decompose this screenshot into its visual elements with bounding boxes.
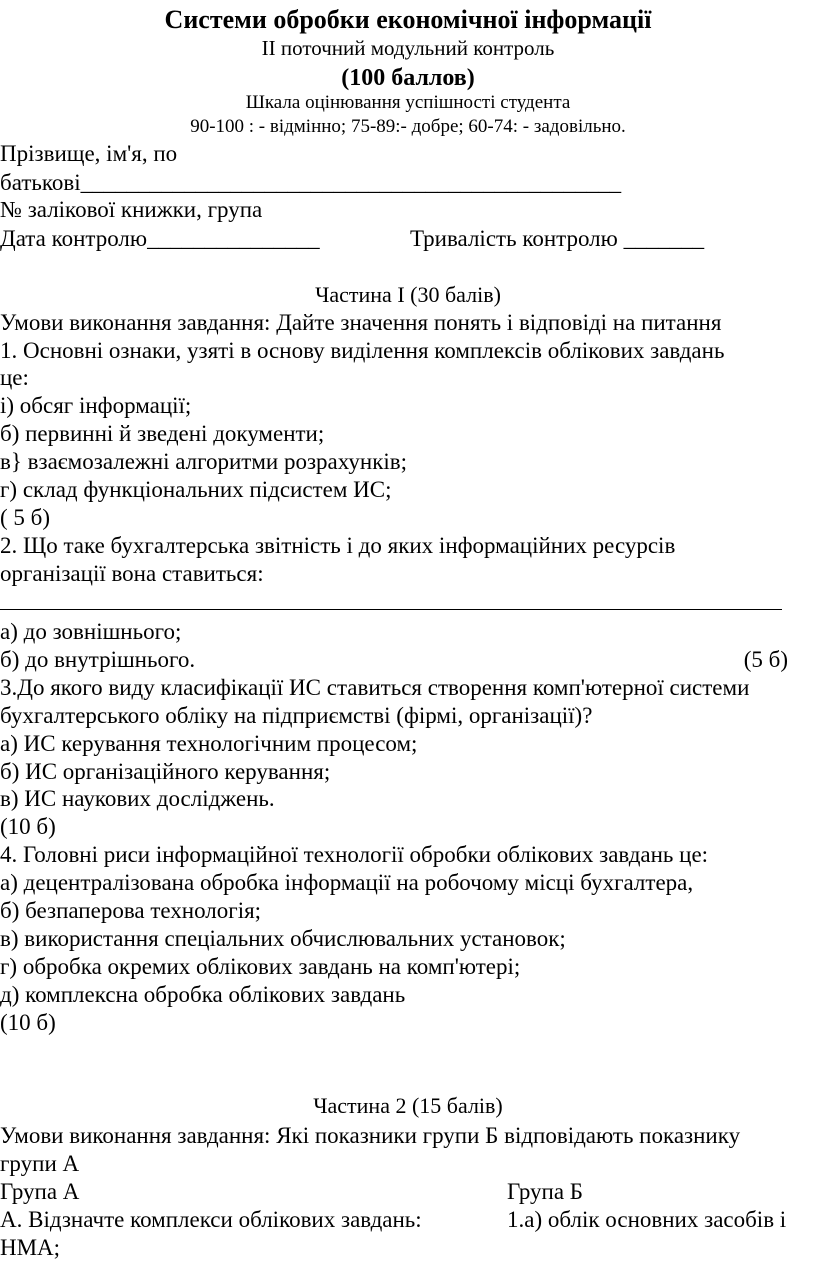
question-4-option-a: а) децентралізована обробка інформації на робочому місці бухгалтера, — [0, 870, 694, 895]
question-1-points: ( 5 б) — [0, 505, 51, 530]
answer-line — [0, 609, 782, 610]
group-b-item-1-cont: НМА; — [0, 1235, 61, 1260]
part2-conditions: Умови виконання завдання: Які показники групи Б відповідають показнику — [0, 1123, 741, 1148]
question-4-option-d: г) обробка окремих облікових завдань на комп'ютері; — [0, 954, 521, 979]
total-points: (100 баллов) — [341, 65, 475, 91]
part1-title: Частина І (30 балів) — [315, 282, 501, 307]
full-name-field: батькові_______________________________________________ — [0, 170, 622, 195]
question-4-text: 4. Головні риси інформаційної технології обробки облікових завдань це: — [0, 842, 709, 867]
question-2-option-b: б) до внутрішнього. — [0, 647, 196, 672]
question-4-option-e: д) комплексна обробка облікових завдань — [0, 982, 406, 1007]
question-3-text: 3.До якого виду класифікації ИС ставиться створення комп'ютерної системи — [0, 675, 750, 700]
document-subtitle: ІІ поточний модульний контроль — [261, 36, 555, 60]
control-date-field: Дата контролю_______________ — [0, 226, 320, 251]
part1-conditions: Умови виконання завдання: Дайте значення понять і відповіді на питання — [0, 310, 722, 335]
question-1-option-b: б) первинні й зведені документи; — [0, 421, 325, 446]
grading-scale-title: Шкала оцінювання успішності студента — [245, 92, 571, 113]
record-book-field: № залікової книжки, група — [0, 197, 263, 222]
group-b-item-1: 1.а) облік основних засобів і — [507, 1207, 787, 1232]
question-4-points: (10 б) — [0, 1010, 56, 1035]
document-title: Системи обробки економічної інформації — [164, 5, 652, 34]
question-1-text: 1. Основні ознаки, узяті в основу виділення комплексів облікових завдань — [0, 338, 725, 363]
part2-title: Частина 2 (15 балів) — [313, 1093, 503, 1118]
question-2-text-cont: організації вона ставиться: — [0, 561, 264, 586]
question-3-points: (10 б) — [0, 814, 56, 839]
question-3-text-cont: бухгалтерського обліку на підприємстві (фірмі, організації)? — [0, 703, 593, 728]
control-duration-field: Тривалість контролю _______ — [410, 226, 705, 251]
question-3-option-b: б) ИС організаційного керування; — [0, 759, 331, 784]
full-name-label: Прізвище, ім'я, по — [0, 141, 178, 166]
question-3-option-a: а) ИС керування технологічним процесом; — [0, 731, 418, 756]
group-a-header: Група А — [0, 1179, 80, 1204]
question-4-option-c: в) використання спеціальних обчислювальних установок; — [0, 926, 566, 951]
question-2-option-a: а) до зовнішнього; — [0, 619, 182, 644]
question-1-option-d: г) склад функціональних підсистем ИС; — [0, 477, 392, 502]
question-2-points: (5 б) — [743, 647, 788, 672]
question-1-option-a: і) обсяг інформації; — [0, 393, 192, 418]
part2-conditions-cont: групи А — [0, 1151, 80, 1176]
group-b-header: Група Б — [507, 1179, 584, 1204]
question-1-option-c: в} взаємозалежні алгоритми розрахунків; — [0, 449, 408, 474]
question-3-option-c: в) ИС наукових досліджень. — [0, 786, 275, 811]
question-1-text-cont: це: — [0, 365, 29, 390]
question-2-text: 2. Що таке бухгалтерська звітність і до яких інформаційних ресурсів — [0, 533, 676, 558]
grading-scale-values: 90-100 : - відмінно; 75-89:- добре; 60-74: - задовільно. — [190, 116, 626, 137]
question-4-option-b: б) безпаперова технологія; — [0, 898, 262, 923]
group-a-item-a: А. Відзначте комплекси облікових завдань: — [0, 1207, 422, 1232]
